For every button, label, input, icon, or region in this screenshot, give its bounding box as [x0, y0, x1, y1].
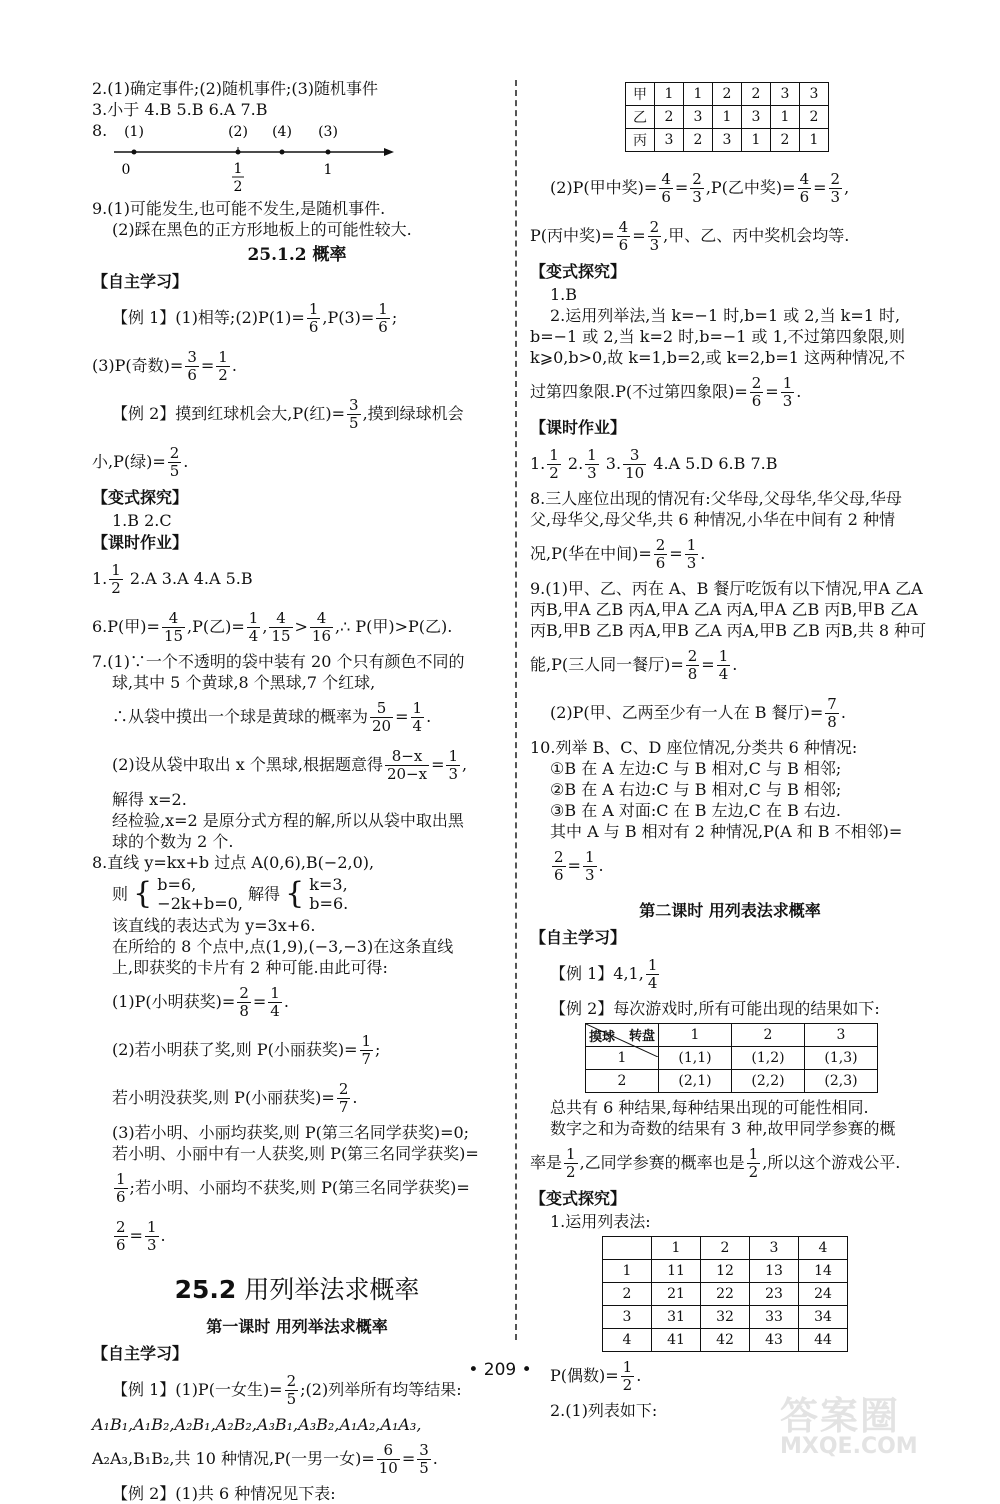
answer-line: 10.列举 B、C、D 座位情况,分类共 6 种情况:	[530, 738, 858, 757]
right-column	[530, 82, 930, 1421]
number-line-label: (2)	[228, 124, 248, 140]
answer-line: 7.(1)∵一个不透明的袋中装有 20 个只有颜色不同的	[92, 652, 465, 671]
answer-line: 若小明、小丽中有一人获奖,则 P(第三名同学获奖)=	[112, 1144, 479, 1163]
section-label: 【自主学习】	[92, 272, 189, 291]
answer-line: 1.B	[550, 285, 578, 304]
table-row: 3 31 32 33 34	[603, 1306, 848, 1329]
lesson-heading: 第一课时 用列举法求概率	[206, 1317, 388, 1336]
answer-line: 上,即获奖的卡片有 2 种可能.由此可得:	[112, 958, 388, 977]
answer-line: 8.直线 y=kx+b 过点 A(0,6),B(−2,0),	[92, 853, 375, 872]
section-label: 【自主学习】	[92, 1344, 189, 1363]
answer-line: 该直线的表达式为 y=3x+6.	[112, 916, 316, 935]
answer-line: 能,P(三人同一餐厅)= $\frac{2}{8}$ = $\frac{1}{4}$ .	[530, 647, 738, 683]
answer-line: (2)P(甲中奖)= $\frac{4}{6}$ = $\frac{2}{3}$ ,P(乙中奖)= $\frac{4}{6}$ = $\frac{2}{3}$ ,	[550, 170, 850, 206]
answer-line: 父,母华父,母父华,共 6 种情况,小华在中间有 2 种情	[530, 510, 896, 529]
answer-line: 若小明没获奖,则 P(小丽获奖)= $\frac{2}{7}$ .	[112, 1080, 358, 1116]
answer-line: 经检验,x=2 是原分式方程的解,所以从袋中取出黑	[112, 811, 464, 830]
answer-line: $\frac{1}{6}$ ;若小明、小丽均不获奖,则 P(第三名同学获奖)=	[116, 1170, 470, 1206]
table-row: 丙 3 2 3 1 2 1	[626, 129, 829, 152]
answer-line: 9.(1)可能发生,也可能不发生,是随机事件.	[92, 199, 386, 218]
table-row: 2 21 22 23 24	[603, 1283, 848, 1306]
answer-line: 【例 2】摸到红球机会大,P(红)= $\frac{3}{5}$ ,摸到绿球机会	[112, 396, 464, 432]
watermark-logo: 答案圈 MXQE.COM	[780, 1394, 918, 1459]
answer-line: (1)P(小明获奖)= $\frac{2}{8}$ = $\frac{1}{4}$ .	[112, 984, 289, 1020]
table-row: 1 11 12 13 14	[603, 1260, 848, 1283]
table-row: 甲 1 1 2 2 3 3	[626, 83, 829, 106]
answer-line: 3.小于 4.B 5.B 6.A 7.B	[92, 100, 268, 119]
section-label: 【变式探究】	[530, 1189, 627, 1208]
answer-line: 过第四象限.P(不过第四象限)= $\frac{2}{6}$ = $\frac{1}{3}$ .	[530, 374, 802, 410]
table-row: 1 2 3 4	[603, 1237, 848, 1260]
column-divider	[515, 80, 517, 1340]
number-line-label: (1)	[124, 124, 144, 140]
answer-line: ③B 在 A 对面:C 在 B 左边,C 在 B 右边.	[550, 801, 841, 820]
answer-line: 小,P(绿)= $\frac{2}{5}$ .	[92, 444, 189, 480]
answer-line: 6.P(甲)= $\frac{4}{15}$ ,P(乙)= $\frac{1}{4}$ , $\frac{4}{15}$ > $\frac{4}{16}$ ,∴ P(甲)>P(乙).	[92, 609, 453, 645]
answer-line: 9.(1)甲、乙、丙在 A、B 餐厅吃饭有以下情况,甲A 乙A	[530, 579, 923, 598]
outcome-table-abc	[625, 82, 829, 152]
section-label: 【自主学习】	[530, 928, 627, 947]
answer-line: 丙B,甲A 乙B 丙A,甲A 乙A 丙A,甲A 乙B 丙B,甲B 乙A	[530, 600, 918, 619]
section-label: 【变式探究】	[92, 488, 189, 507]
left-column	[92, 78, 502, 1504]
answer-line: P(偶数)= $\frac{1}{2}$ .	[550, 1358, 642, 1394]
diagonal-header-cell: 转盘 摸球	[586, 1024, 659, 1047]
section-label: 【变式探究】	[530, 262, 627, 281]
answer-line: (2)P(甲、乙两至少有一人在 B 餐厅)= $\frac{7}{8}$ .	[550, 695, 846, 731]
answer-line: 1. $\frac{1}{2}$ 2. $\frac{1}{3}$ 3. $\frac{3}{10}$ 4.A 5.D 6.B 7.B	[530, 446, 778, 482]
answer-line: (3)若小明、小丽均获奖,则 P(第三名同学获奖)=0;	[112, 1123, 470, 1142]
answer-line: 则 { b=6, −2k+b=0, 解得 { k=3, b=6.	[112, 875, 349, 913]
table-row: 转盘 摸球 1 2 3	[586, 1024, 878, 1047]
tick-label-half-d: 2	[233, 179, 243, 195]
answer-line: 其中 A 与 B 相对有 2 种情况,P(A 和 B 不相邻)=	[550, 822, 903, 841]
table-row: 乙 2 3 1 3 1 2	[626, 106, 829, 129]
answer-line: 【例 2】(1)共 6 种情况见下表:	[112, 1484, 336, 1503]
page-number: • 209 •	[468, 1360, 532, 1380]
answer-line: 1.B 2.C	[112, 511, 172, 530]
answer-line: A₂A₃,B₁B₂,共 10 种情况,P(一男一女)= $\frac{6}{10}$ = $\frac{3}{5}$ .	[92, 1441, 438, 1477]
answer-line: $\frac{2}{6}$ = $\frac{1}{3}$ .	[554, 848, 604, 884]
answer-line: ∴从袋中摸出一个球是黄球的概率为 $\frac{5}{20}$ = $\frac{1}{4}$ .	[112, 699, 432, 735]
answer-line: 【例 2】每次游戏时,所有可能出现的结果如下:	[550, 999, 880, 1018]
number-line-label: (3)	[318, 124, 338, 140]
answer-line: 率是 $\frac{1}{2}$ ,乙同学参赛的概率也是 $\frac{1}{2}$ ,所以这个游戏公平.	[530, 1145, 901, 1181]
answer-line: b=−1 或 2,当 k=2 时,b=−1 或 1,不过第四象限,则	[530, 327, 905, 346]
table-row: 1 (1,1) (1,2) (1,3)	[586, 1047, 878, 1070]
answer-line: 总共有 6 种结果,每种结果出现的可能性相同.	[550, 1098, 869, 1117]
answer-line: 【例 1】(1)P(一女生)= $\frac{2}{5}$ ;(2)列举所有均等结果:	[112, 1372, 462, 1408]
answer-line: 数字之和为奇数的结果有 3 种,故甲同学参赛的概	[550, 1119, 896, 1138]
table-row: 2 (2,1) (2,2) (2,3)	[586, 1070, 878, 1093]
answer-line: k⩾0,b>0,故 k=1,b=2,或 k=2,b=1 这两种情况,不	[530, 348, 906, 367]
answer-line: A₁B₁,A₁B₂,A₂B₁,A₂B₂,A₃B₁,A₃B₂,A₁A₂,A₁A₃,	[92, 1415, 422, 1434]
answer-line: 【例 1】(1)相等;(2)P(1)= $\frac{1}{6}$ ,P(3)= $\frac{1}{6}$ ;	[112, 300, 398, 336]
lesson-heading: 第二课时 用列表法求概率	[639, 901, 821, 920]
answer-line: P(丙中奖)= $\frac{4}{6}$ = $\frac{2}{3}$ ,甲、乙、丙中奖机会均等.	[530, 218, 850, 254]
answer-line: 在所给的 8 个点中,点(1,9),(−3,−3)在这条直线	[112, 937, 454, 956]
section-label: 【课时作业】	[530, 418, 627, 437]
answer-line: ②B 在 A 右边:C 与 B 相对,C 与 B 相邻;	[550, 780, 842, 799]
tick-label-1: 1	[323, 162, 333, 178]
section-heading: 25.1.2 概率	[247, 245, 347, 265]
tick-label-0: 0	[121, 162, 131, 178]
tick-label-half-n: 1	[233, 161, 243, 177]
answer-line: 2.(1)确定事件;(2)随机事件;(3)随机事件	[92, 79, 379, 98]
answer-line: 球的个数为 2 个.	[112, 832, 234, 851]
answer-line: 1. $\frac{1}{2}$ 2.A 3.A 4.A 5.B	[92, 561, 253, 597]
answer-line: 丙B,甲B 乙B 丙A,甲B 乙A 丙A,甲B 乙B 丙B,共 8 种可	[530, 621, 927, 640]
answer-line: (3)P(奇数)= $\frac{3}{6}$ = $\frac{1}{2}$ .	[92, 348, 237, 384]
answer-line: 8.三人座位出现的情况有:父华母,父母华,华父母,华母	[530, 489, 902, 508]
section-label: 【课时作业】	[92, 533, 189, 552]
answer-line: (2)踩在黑色的正方形地板上的可能性较大.	[112, 220, 412, 239]
number-line	[114, 120, 404, 198]
two-digit-table	[602, 1236, 848, 1352]
answer-line: (2)设从袋中取出 x 个黑球,根据题意得 $\frac{8-x}{20-x}$ = $\frac{1}{3}$ ,	[112, 747, 468, 783]
answer-line: 2.运用列举法,当 k=−1 时,b=1 或 2,当 k=1 时,	[550, 306, 901, 325]
answer-line: ①B 在 A 左边:C 与 B 相对,C 与 B 相邻;	[550, 759, 842, 778]
answer-line: 解得 x=2.	[112, 790, 187, 809]
table-row: 4 41 42 43 44	[603, 1329, 848, 1352]
answer-line: 【例 1】4,1, $\frac{1}{4}$	[550, 956, 658, 992]
number-line-label: (4)	[272, 124, 292, 140]
answer-line: $\frac{2}{6}$ = $\frac{1}{3}$ .	[116, 1218, 166, 1254]
answer-line: (2)若小明获了奖,则 P(小丽获奖)= $\frac{1}{7}$ ;	[112, 1032, 381, 1068]
answer-line: 1.运用列表法:	[550, 1212, 651, 1231]
answer-line: 8. (1) (2) (4) (3) 0 1 2 1	[92, 120, 502, 198]
spinner-ball-table	[585, 1023, 878, 1093]
answer-line: 2.(1)列表如下:	[550, 1401, 658, 1420]
answer-line: 球,其中 5 个黄球,8 个黑球,7 个红球,	[112, 673, 376, 692]
chapter-heading: 25.2 用列举法求概率	[174, 1275, 420, 1304]
answer-line: 况,P(华在中间)= $\frac{2}{6}$ = $\frac{1}{3}$ .	[530, 536, 706, 572]
